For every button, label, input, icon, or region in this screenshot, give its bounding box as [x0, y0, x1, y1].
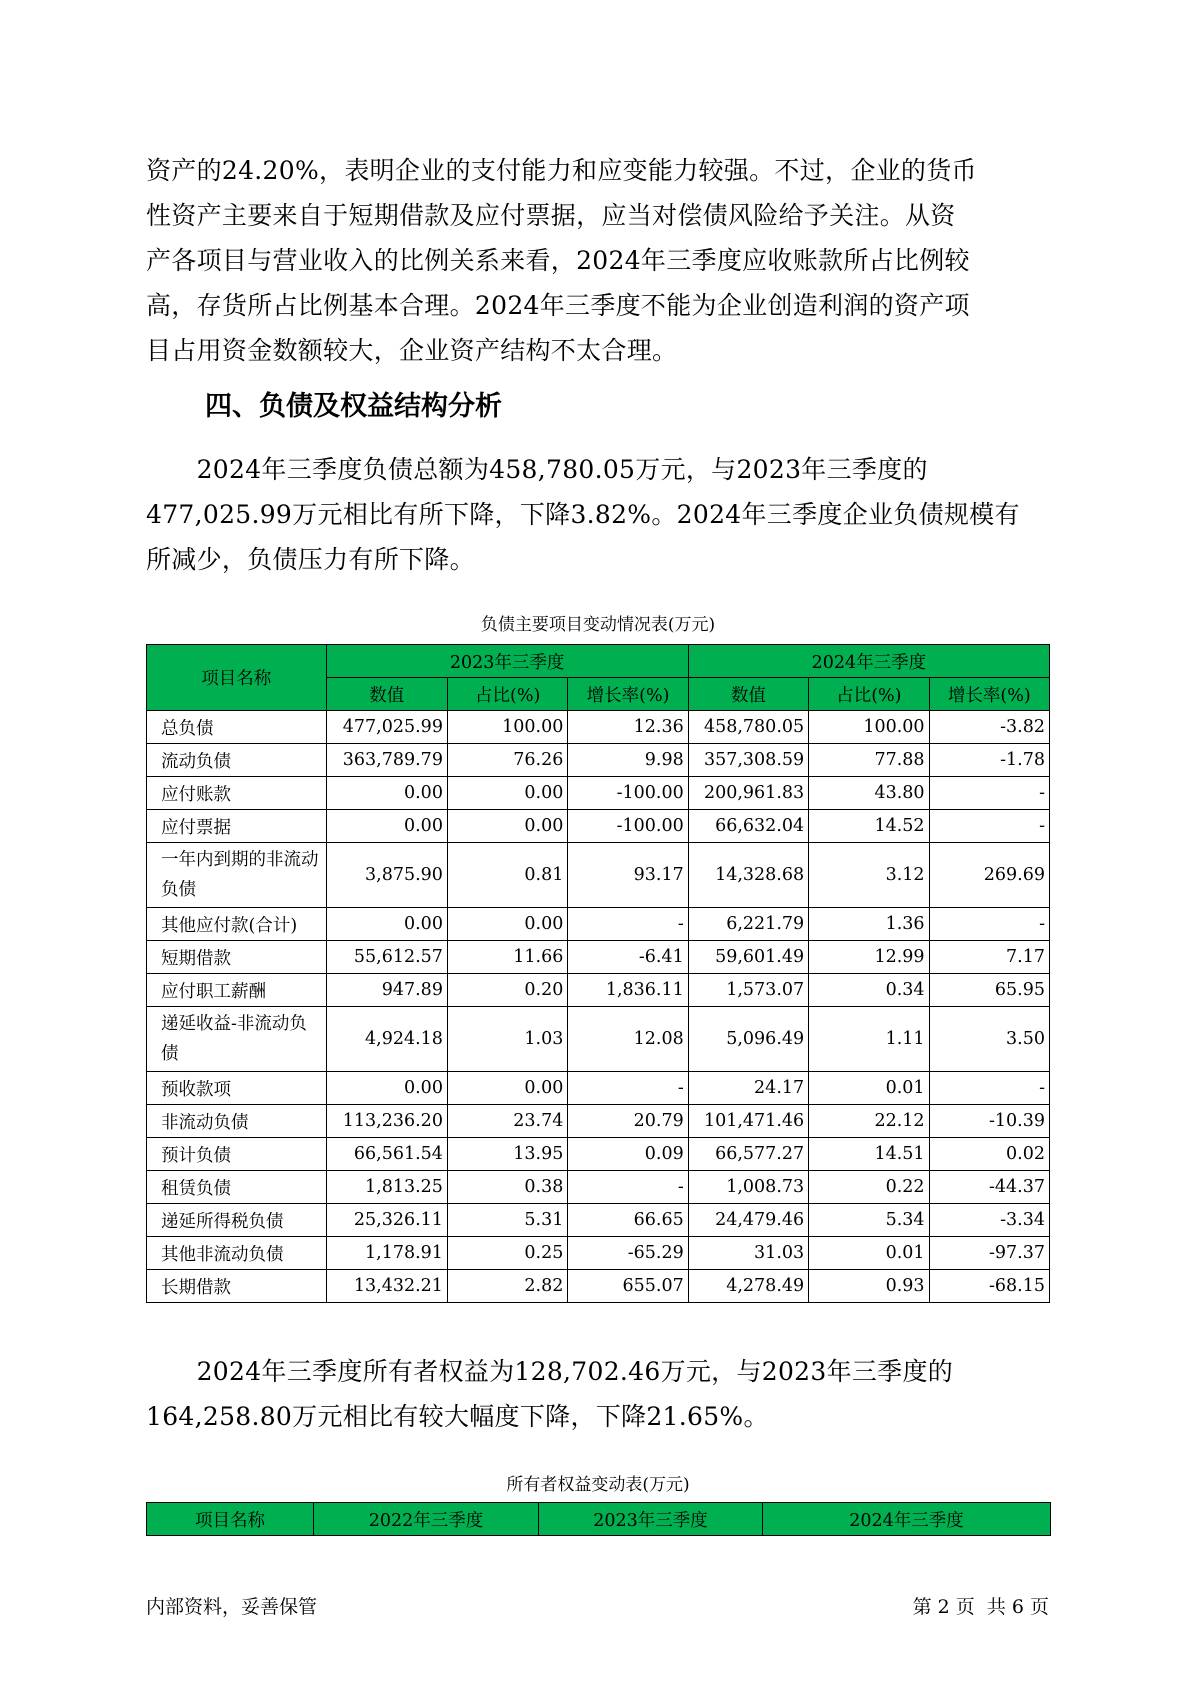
row-value-cell: -3.82 — [929, 711, 1049, 744]
row-value-cell: 0.81 — [447, 843, 567, 908]
text-line: 2024年三季度所有者权益为128,702.46万元，与2023年三季度的 — [146, 1357, 954, 1386]
liabilities-table — [146, 644, 1050, 1303]
row-value-cell: 6,221.79 — [688, 908, 808, 941]
row-value-cell: 14,328.68 — [688, 843, 808, 908]
row-value-cell: 2.82 — [447, 1270, 567, 1303]
row-value-cell: 9.98 — [568, 744, 688, 777]
table-caption: 负债主要项目变动情况表(万元) — [480, 615, 716, 635]
row-value-cell: 24,479.46 — [688, 1204, 808, 1237]
table-row — [147, 1171, 1050, 1204]
table-row — [147, 843, 1050, 908]
row-value-cell: 458,780.05 — [688, 711, 808, 744]
row-value-cell: 1,008.73 — [688, 1171, 808, 1204]
table-row — [147, 777, 1050, 810]
text-line: 资产的24.20%，表明企业的支付能力和应变能力较强。不过，企业的货币 — [146, 156, 977, 185]
row-value-cell: 0.02 — [929, 1138, 1049, 1171]
text-line: 产各项目与营业收入的比例关系来看，2024年三季度应收账款所占比例较 — [146, 246, 970, 275]
row-value-cell: 100.00 — [809, 711, 929, 744]
table-body — [147, 711, 1050, 1303]
row-value-cell: -10.39 — [929, 1105, 1049, 1138]
row-value-cell: - — [929, 810, 1049, 843]
row-value-cell: 1.36 — [809, 908, 929, 941]
table-row — [147, 1007, 1050, 1072]
table-row — [147, 1204, 1050, 1237]
row-value-cell: 31.03 — [688, 1237, 808, 1270]
row-item-name: 短期借款 — [147, 941, 327, 974]
row-value-cell: 23.74 — [447, 1105, 567, 1138]
header-year-2022: 2022年三季度 — [314, 1503, 539, 1536]
row-item-name: 其他非流动负债 — [147, 1237, 327, 1270]
row-item-name: 总负债 — [147, 711, 327, 744]
row-value-cell: 0.00 — [326, 908, 447, 941]
row-value-cell: 11.66 — [447, 941, 567, 974]
row-value-cell: -6.41 — [568, 941, 688, 974]
header-item-name: 项目名称 — [147, 1503, 314, 1536]
row-value-cell: 12.08 — [568, 1007, 688, 1072]
section-heading: 四、负债及权益结构分析 — [205, 391, 502, 422]
row-item-name: 应付票据 — [147, 810, 327, 843]
row-item-name: 预收款项 — [147, 1072, 327, 1105]
row-value-cell: 0.00 — [326, 777, 447, 810]
row-value-cell: 0.01 — [809, 1072, 929, 1105]
row-value-cell: 14.51 — [809, 1138, 929, 1171]
row-value-cell: 4,924.18 — [326, 1007, 447, 1072]
header-growth: 增长率(%) — [929, 678, 1049, 711]
text-line: 164,258.80万元相比有较大幅度下降，下降21.65%。 — [146, 1402, 769, 1431]
header-value: 数值 — [326, 678, 447, 711]
row-value-cell: 1.11 — [809, 1007, 929, 1072]
row-item-name: 一年内到期的非流动负债 — [147, 843, 327, 908]
table-caption: 所有者权益变动表(万元) — [506, 1475, 690, 1495]
row-value-cell: 0.00 — [447, 777, 567, 810]
row-value-cell: 655.07 — [568, 1270, 688, 1303]
header-item-name: 项目名称 — [147, 645, 327, 711]
table-row — [147, 711, 1050, 744]
row-value-cell: 0.00 — [326, 1072, 447, 1105]
row-value-cell: 1,836.11 — [568, 974, 688, 1007]
row-value-cell: 22.12 — [809, 1105, 929, 1138]
row-value-cell: 25,326.11 — [326, 1204, 447, 1237]
header-year-2023: 2023年三季度 — [326, 645, 688, 678]
row-value-cell: 4,278.49 — [688, 1270, 808, 1303]
row-value-cell: 363,789.79 — [326, 744, 447, 777]
row-value-cell: 1,178.91 — [326, 1237, 447, 1270]
row-item-name: 长期借款 — [147, 1270, 327, 1303]
row-value-cell: 100.00 — [447, 711, 567, 744]
row-value-cell: 0.00 — [447, 810, 567, 843]
row-value-cell: 3.50 — [929, 1007, 1049, 1072]
row-item-name: 递延收益-非流动负债 — [147, 1007, 327, 1072]
table-row — [147, 1270, 1050, 1303]
row-value-cell: -3.34 — [929, 1204, 1049, 1237]
row-value-cell: 55,612.57 — [326, 941, 447, 974]
row-value-cell: 0.00 — [447, 1072, 567, 1105]
row-value-cell: 66,632.04 — [688, 810, 808, 843]
row-value-cell: 13.95 — [447, 1138, 567, 1171]
row-value-cell: 66,577.27 — [688, 1138, 808, 1171]
row-value-cell: 477,025.99 — [326, 711, 447, 744]
table-row — [147, 744, 1050, 777]
row-value-cell: 77.88 — [809, 744, 929, 777]
paragraph-equity — [146, 1349, 1050, 1439]
row-value-cell: 66,561.54 — [326, 1138, 447, 1171]
row-value-cell: 5.34 — [809, 1204, 929, 1237]
row-value-cell: -97.37 — [929, 1237, 1049, 1270]
table-row — [147, 1105, 1050, 1138]
row-value-cell: 12.36 — [568, 711, 688, 744]
row-value-cell: 0.25 — [447, 1237, 567, 1270]
row-value-cell: - — [568, 1072, 688, 1105]
table-row — [147, 908, 1050, 941]
table-row — [147, 1237, 1050, 1270]
paragraph-asset-structure — [146, 148, 1050, 373]
row-value-cell: 93.17 — [568, 843, 688, 908]
header-share: 占比(%) — [809, 678, 929, 711]
row-value-cell: 59,601.49 — [688, 941, 808, 974]
row-value-cell: -68.15 — [929, 1270, 1049, 1303]
text-line: 477,025.99万元相比有所下降，下降3.82%。2024年三季度企业负债规模有 — [146, 500, 1020, 529]
text-line: 所减少，负债压力有所下降。 — [146, 545, 475, 574]
row-value-cell: 0.34 — [809, 974, 929, 1007]
row-value-cell: - — [929, 908, 1049, 941]
table-row — [147, 941, 1050, 974]
row-value-cell: -44.37 — [929, 1171, 1049, 1204]
table-row — [147, 1072, 1050, 1105]
table-row — [147, 810, 1050, 843]
row-value-cell: 5,096.49 — [688, 1007, 808, 1072]
row-value-cell: 20.79 — [568, 1105, 688, 1138]
header-share: 占比(%) — [447, 678, 567, 711]
row-value-cell: 0.00 — [447, 908, 567, 941]
table-row — [147, 1138, 1050, 1171]
row-value-cell: 269.69 — [929, 843, 1049, 908]
row-value-cell: 1.03 — [447, 1007, 567, 1072]
row-item-name: 其他应付款(合计) — [147, 908, 327, 941]
row-item-name: 递延所得税负债 — [147, 1204, 327, 1237]
row-value-cell: 0.22 — [809, 1171, 929, 1204]
table-row — [147, 974, 1050, 1007]
equity-table — [146, 1502, 1051, 1536]
row-value-cell: 3,875.90 — [326, 843, 447, 908]
row-value-cell: 76.26 — [447, 744, 567, 777]
text-line: 高，存货所占比例基本合理。2024年三季度不能为企业创造利润的资产项 — [146, 291, 970, 320]
row-value-cell: 7.17 — [929, 941, 1049, 974]
row-value-cell: 14.52 — [809, 810, 929, 843]
text-line: 2024年三季度负债总额为458,780.05万元，与2023年三季度的 — [146, 455, 928, 484]
row-value-cell: 357,308.59 — [688, 744, 808, 777]
row-value-cell: 24.17 — [688, 1072, 808, 1105]
row-item-name: 应付账款 — [147, 777, 327, 810]
row-value-cell: 13,432.21 — [326, 1270, 447, 1303]
paragraph-liabilities — [146, 447, 1050, 582]
row-item-name: 流动负债 — [147, 744, 327, 777]
row-value-cell: 0.20 — [447, 974, 567, 1007]
row-value-cell: 200,961.83 — [688, 777, 808, 810]
header-value: 数值 — [688, 678, 808, 711]
row-value-cell: 101,471.46 — [688, 1105, 808, 1138]
row-value-cell: 66.65 — [568, 1204, 688, 1237]
header-year-2023: 2023年三季度 — [539, 1503, 763, 1536]
header-year-2024: 2024年三季度 — [688, 645, 1049, 678]
row-value-cell: 947.89 — [326, 974, 447, 1007]
row-value-cell: - — [568, 1171, 688, 1204]
row-value-cell: 65.95 — [929, 974, 1049, 1007]
row-value-cell: 113,236.20 — [326, 1105, 447, 1138]
row-value-cell: 0.93 — [809, 1270, 929, 1303]
row-value-cell: 12.99 — [809, 941, 929, 974]
row-value-cell: -1.78 — [929, 744, 1049, 777]
footer-page-number: 第 2 页 共 6 页 — [912, 1596, 1049, 1618]
header-year-2024: 2024年三季度 — [763, 1503, 1051, 1536]
header-growth: 增长率(%) — [568, 678, 688, 711]
row-value-cell: -100.00 — [568, 810, 688, 843]
row-value-cell: 3.12 — [809, 843, 929, 908]
footer-confidential-note: 内部资料，妥善保管 — [146, 1596, 318, 1618]
row-value-cell: 5.31 — [447, 1204, 567, 1237]
row-item-name: 非流动负债 — [147, 1105, 327, 1138]
row-value-cell: -65.29 — [568, 1237, 688, 1270]
row-value-cell: -100.00 — [568, 777, 688, 810]
row-item-name: 租赁负债 — [147, 1171, 327, 1204]
row-value-cell: - — [568, 908, 688, 941]
row-value-cell: - — [929, 777, 1049, 810]
row-value-cell: - — [929, 1072, 1049, 1105]
row-item-name: 应付职工薪酬 — [147, 974, 327, 1007]
row-value-cell: 43.80 — [809, 777, 929, 810]
text-line: 性资产主要来自于短期借款及应付票据，应当对偿债风险给予关注。从资 — [146, 201, 956, 230]
row-value-cell: 0.09 — [568, 1138, 688, 1171]
row-value-cell: 1,813.25 — [326, 1171, 447, 1204]
text-line: 目占用资金数额较大，企业资产结构不太合理。 — [146, 336, 678, 365]
row-item-name: 预计负债 — [147, 1138, 327, 1171]
row-value-cell: 0.01 — [809, 1237, 929, 1270]
row-value-cell: 0.38 — [447, 1171, 567, 1204]
row-value-cell: 0.00 — [326, 810, 447, 843]
row-value-cell: 1,573.07 — [688, 974, 808, 1007]
